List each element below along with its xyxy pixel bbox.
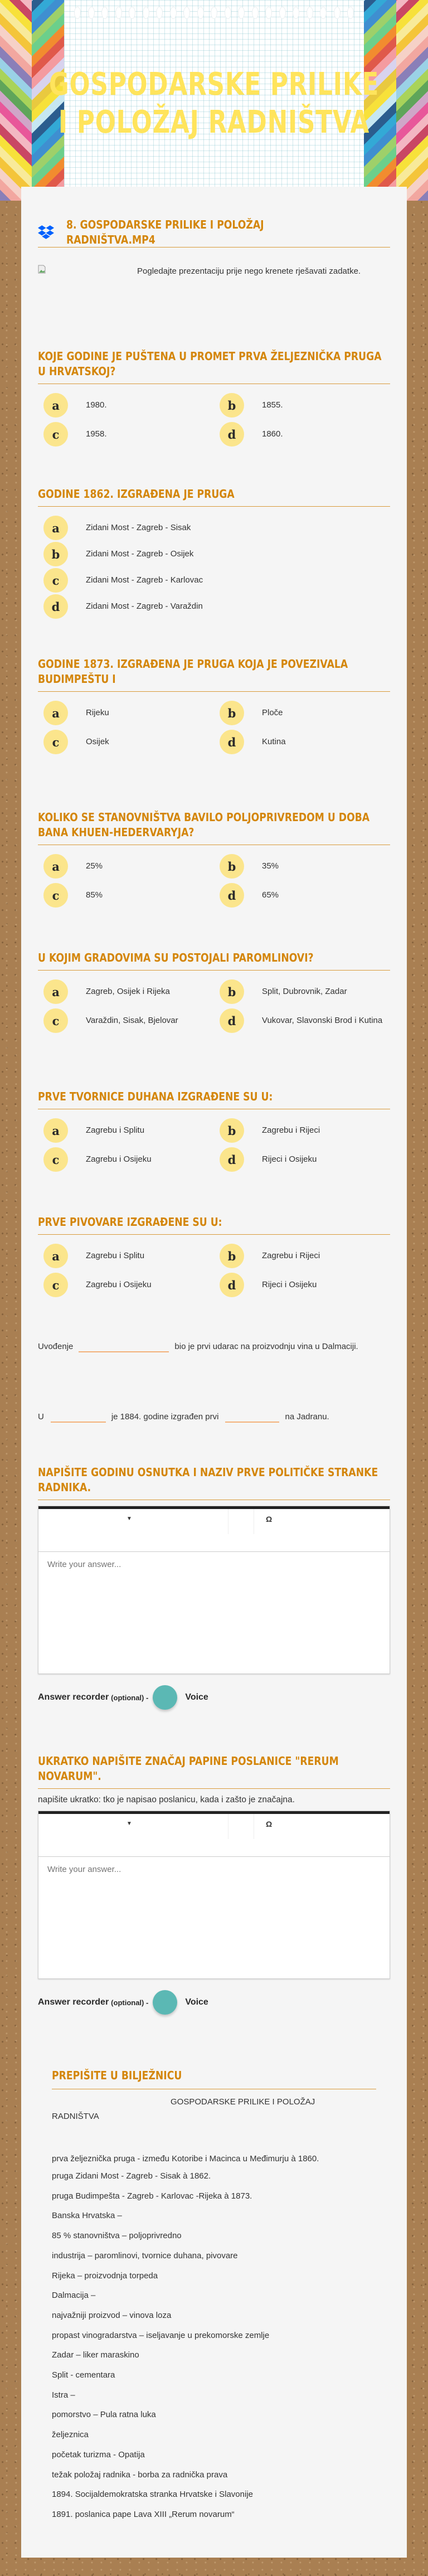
option-text: 35%	[262, 861, 279, 871]
multiple-choice-question	[38, 950, 390, 1037]
question-instructions: napišite ukratko: tko je napisao poslanicu, kada i zašto je značajna.	[38, 1795, 295, 1804]
answer-option[interactable]	[38, 516, 390, 540]
options-list	[38, 1244, 390, 1302]
question-title: GODINE 1862. IZGRAĐENA JE PRUGA	[38, 487, 235, 501]
answer-option[interactable]	[38, 979, 214, 1004]
option-text: Zagrebu i Rijeci	[262, 1251, 320, 1260]
answer-recorder: Answer recorder (optional) - Voice	[38, 1990, 390, 2015]
options-list	[38, 1118, 390, 1176]
note-line: težak položaj radnika - borba za radnička prava	[52, 2470, 228, 2480]
option-letter-badge: b	[220, 1244, 244, 1268]
option-letter-badge: b	[220, 701, 244, 725]
option-text: Vukovar, Slavonski Brod i Kutina	[262, 1016, 383, 1025]
multiple-choice-question	[38, 487, 390, 620]
option-letter-badge: a	[43, 1118, 68, 1143]
option-letter-badge: d	[220, 730, 244, 754]
question-title: KOLIKO SE STANOVNIŠTVA BAVILO POLJOPRIVREDOM U DOBA BANA KHUEN-HEDERVARYJA?	[38, 811, 370, 839]
option-text: Osijek	[86, 737, 109, 746]
option-text: Zidani Most - Zagreb - Karlovac	[86, 575, 203, 585]
answer-option[interactable]	[38, 1273, 214, 1297]
note-line: Dalmacija –	[52, 2291, 96, 2301]
note-line: 1894. Socijaldemokratska stranka Hrvatske i Slavonije	[52, 2490, 254, 2500]
answer-option[interactable]	[214, 422, 390, 447]
divider	[38, 970, 390, 971]
fill-in-question-1: Uvođenje bio je prvi udarac na proizvodnju vina u Dalmaciji.	[38, 1342, 358, 1351]
option-letter-badge: c	[43, 1008, 68, 1033]
option-text: Kutina	[262, 737, 286, 746]
option-text: 1860.	[262, 429, 283, 439]
option-letter-badge: c	[43, 883, 68, 908]
dropbox-icon	[38, 225, 54, 240]
notes-section	[52, 2068, 376, 2525]
answer-option[interactable]	[38, 883, 214, 908]
blank-input[interactable]	[79, 1341, 169, 1352]
answer-option[interactable]	[38, 542, 390, 566]
answer-option[interactable]	[38, 854, 214, 879]
voice-record-button[interactable]	[153, 1990, 177, 2015]
note-line: početak turizma - Opatija	[52, 2449, 145, 2459]
option-text: Varaždin, Sisak, Bjelovar	[86, 1016, 178, 1025]
lesson-card	[21, 187, 407, 2558]
open-question-1	[38, 1465, 390, 1710]
question-title: PRVE TVORNICE DUHANA IZGRAĐENE SU U:	[38, 1090, 273, 1103]
options-list	[38, 516, 390, 620]
answer-option[interactable]	[38, 1008, 214, 1033]
option-letter-badge: b	[43, 542, 68, 566]
question-title: PRVE PIVOVARE IZGRAĐENE SU U:	[38, 1215, 222, 1229]
editor-toolbar	[38, 1506, 390, 1552]
option-letter-badge: d	[220, 422, 244, 447]
question-title: KOJE GODINE JE PUŠTENA U PROMET PRVA ŽELJEZNIČKA PRUGA U HRVATSKOJ?	[38, 350, 382, 378]
answer-option[interactable]	[214, 854, 390, 879]
option-text: Rijeci i Osijeku	[262, 1280, 317, 1289]
note-line: najvažniji proizvod – vinova loza	[52, 2310, 172, 2320]
multiple-choice-question	[38, 349, 390, 451]
answer-option[interactable]	[38, 1147, 214, 1172]
options-list	[38, 701, 390, 759]
option-letter-badge: b	[220, 854, 244, 879]
answer-option[interactable]	[214, 883, 390, 908]
option-text: Zagrebu i Splitu	[86, 1126, 145, 1135]
note-line: Zadar – liker maraskino	[52, 2350, 139, 2360]
option-text: Zidani Most - Zagreb - Sisak	[86, 523, 191, 532]
option-text: Zagrebu i Rijeci	[262, 1126, 320, 1135]
divider	[38, 1234, 390, 1235]
answer-option[interactable]	[214, 701, 390, 725]
notes-heading: GOSPODARSKE PRILIKE I POLOŽAJ	[171, 2097, 315, 2107]
fill-in-question-2: U je 1884. godine izgrađen prvi na Jadranu.	[38, 1412, 329, 1422]
option-letter-badge: d	[220, 1273, 244, 1297]
option-letter-badge: a	[43, 854, 68, 879]
options-list	[38, 854, 390, 912]
option-letter-badge: a	[43, 516, 68, 540]
lesson-header	[38, 218, 390, 279]
notes-heading: RADNIŠTVA	[52, 2112, 99, 2121]
blank-input[interactable]	[51, 1411, 106, 1423]
answer-option[interactable]	[214, 1244, 390, 1268]
rich-text-editor	[38, 1506, 390, 1674]
option-text: 1958.	[86, 429, 107, 439]
option-letter-badge: b	[220, 1118, 244, 1143]
divider	[38, 1788, 390, 1789]
answer-option[interactable]	[214, 979, 390, 1004]
answer-textarea[interactable]	[38, 1857, 390, 1978]
format-dropdown-icon[interactable]: ▼	[127, 1516, 132, 1522]
option-text: Zagrebu i Osijeku	[86, 1280, 152, 1289]
note-line: prva željeznička pruga - između Kotoribe i Macinca u Međimurju à 1860.	[52, 2154, 319, 2163]
option-letter-badge: a	[43, 701, 68, 725]
chevron-pattern	[396, 0, 428, 201]
multiple-choice-question	[38, 1089, 390, 1176]
notes-title: PREPIŠITE U BILJEŽNICU	[52, 2069, 182, 2082]
option-text: Zagrebu i Osijeku	[86, 1154, 152, 1164]
option-letter-badge: a	[43, 1244, 68, 1268]
note-line: Rijeka – proizvodnja torpeda	[52, 2271, 158, 2281]
format-dropdown-icon[interactable]: ▼	[127, 1821, 132, 1827]
option-letter-badge: c	[43, 422, 68, 447]
special-char-button[interactable]: Ω	[266, 1515, 273, 1524]
note-line: željeznica	[52, 2430, 89, 2440]
note-line: 85 % stanovništva – poljoprivredno	[52, 2231, 182, 2241]
option-text: Zagrebu i Splitu	[86, 1251, 145, 1260]
broken-image-icon	[38, 264, 137, 279]
option-text: Split, Dubrovnik, Zadar	[262, 987, 347, 996]
options-list	[38, 393, 390, 451]
answer-option[interactable]	[214, 1008, 390, 1033]
option-text: Rijeku	[86, 708, 109, 717]
option-letter-badge: a	[43, 979, 68, 1004]
option-text: 1980.	[86, 400, 107, 410]
question-title: UKRATKO NAPIŠITE ZNAČAJ PAPINE POSLANICE "RERUM NOVARUM".	[38, 1754, 339, 1783]
option-letter-badge: c	[43, 568, 68, 593]
option-letter-badge: c	[43, 1273, 68, 1297]
voice-record-button[interactable]	[153, 1685, 177, 1710]
option-text: 1855.	[262, 400, 283, 410]
option-text: Zagreb, Osijek i Rijeka	[86, 987, 170, 996]
option-letter-badge: c	[43, 730, 68, 754]
answer-option[interactable]	[214, 1147, 390, 1172]
note-line: Banska Hrvatska –	[52, 2211, 122, 2221]
option-letter-badge: a	[43, 393, 68, 418]
answer-option[interactable]	[38, 1118, 214, 1143]
note-line: Istra –	[52, 2390, 75, 2400]
answer-option[interactable]	[38, 701, 214, 725]
answer-option[interactable]	[214, 393, 390, 418]
banner-title: GOSPODARSKE PRILIKE I POLOŽAJ RADNIŠTVA	[48, 66, 380, 140]
option-text: Rijeci i Osijeku	[262, 1154, 317, 1164]
multiple-choice-question	[38, 1215, 390, 1302]
editor-toolbar	[38, 1811, 390, 1857]
note-line: industrija – paromlinovi, tvornice duhana, pivovare	[52, 2250, 238, 2260]
divider	[38, 691, 390, 692]
option-letter-badge: d	[220, 1147, 244, 1172]
answer-option[interactable]	[38, 594, 390, 619]
note-line: 1891. poslanica pape Lava XIII „Rerum novarum“	[52, 2509, 235, 2519]
answer-option[interactable]	[38, 568, 390, 593]
answer-option[interactable]	[38, 422, 214, 447]
option-letter-badge: b	[220, 979, 244, 1004]
question-title: U KOJIM GRADOVIMA SU POSTOJALI PAROMLINOVI?	[38, 951, 314, 964]
note-line: propast vinogradarstva – iseljavanje u prekomorske zemlje	[52, 2330, 270, 2340]
option-letter-badge: d	[220, 1008, 244, 1033]
multiple-choice-question	[38, 810, 390, 912]
intro-text: Pogledajte prezentaciju prije nego krenete rješavati zadatke.	[38, 264, 390, 279]
divider	[38, 506, 390, 507]
option-letter-badge: d	[220, 883, 244, 908]
multiple-choice-question	[38, 657, 390, 759]
option-text: Zidani Most - Zagreb - Varaždin	[86, 601, 203, 611]
rich-text-editor	[38, 1811, 390, 1979]
answer-option[interactable]	[214, 1273, 390, 1297]
options-list	[38, 979, 390, 1037]
option-letter-badge: d	[43, 594, 68, 619]
answer-recorder: Answer recorder (optional) - Voice	[38, 1685, 390, 1710]
answer-textarea[interactable]	[38, 1552, 390, 1673]
answer-option[interactable]	[214, 730, 390, 754]
option-text: Zidani Most - Zagreb - Osijek	[86, 549, 194, 559]
note-line: pruga Budimpešta - Zagreb - Karlovac -Rijeka à 1873.	[52, 2191, 252, 2201]
note-line: pruga Zidani Most - Zagreb - Sisak à 1862.	[52, 2171, 211, 2181]
header-banner	[0, 0, 428, 201]
option-text: 65%	[262, 890, 279, 900]
option-letter-badge: b	[220, 393, 244, 418]
question-title: NAPIŠITE GODINU OSNUTKA I NAZIV PRVE POLITIČKE STRANKE RADNIKA.	[38, 1466, 378, 1494]
binder-holes	[74, 7, 354, 19]
note-line: Split - cementara	[52, 2370, 115, 2380]
video-title[interactable]: 8. GOSPODARSKE PRILIKE I POLOŽAJ RADNIŠTVA.MP4	[66, 218, 264, 246]
answer-option[interactable]	[38, 730, 214, 754]
blank-input[interactable]	[225, 1411, 279, 1423]
question-title: GODINE 1873. IZGRAĐENA JE PRUGA KOJA JE POVEZIVALA BUDIMPEŠTU I	[38, 657, 348, 686]
answer-option[interactable]	[38, 393, 214, 418]
note-line: pomorstvo – Pula ratna luka	[52, 2410, 156, 2420]
option-text: 85%	[86, 890, 103, 900]
option-text: 25%	[86, 861, 103, 871]
chevron-pattern	[0, 0, 32, 201]
special-char-button[interactable]: Ω	[266, 1820, 273, 1828]
option-letter-badge: c	[43, 1147, 68, 1172]
answer-option[interactable]	[38, 1244, 214, 1268]
option-text: Ploče	[262, 708, 283, 717]
open-question-2	[38, 1754, 390, 2015]
answer-option[interactable]	[214, 1118, 390, 1143]
